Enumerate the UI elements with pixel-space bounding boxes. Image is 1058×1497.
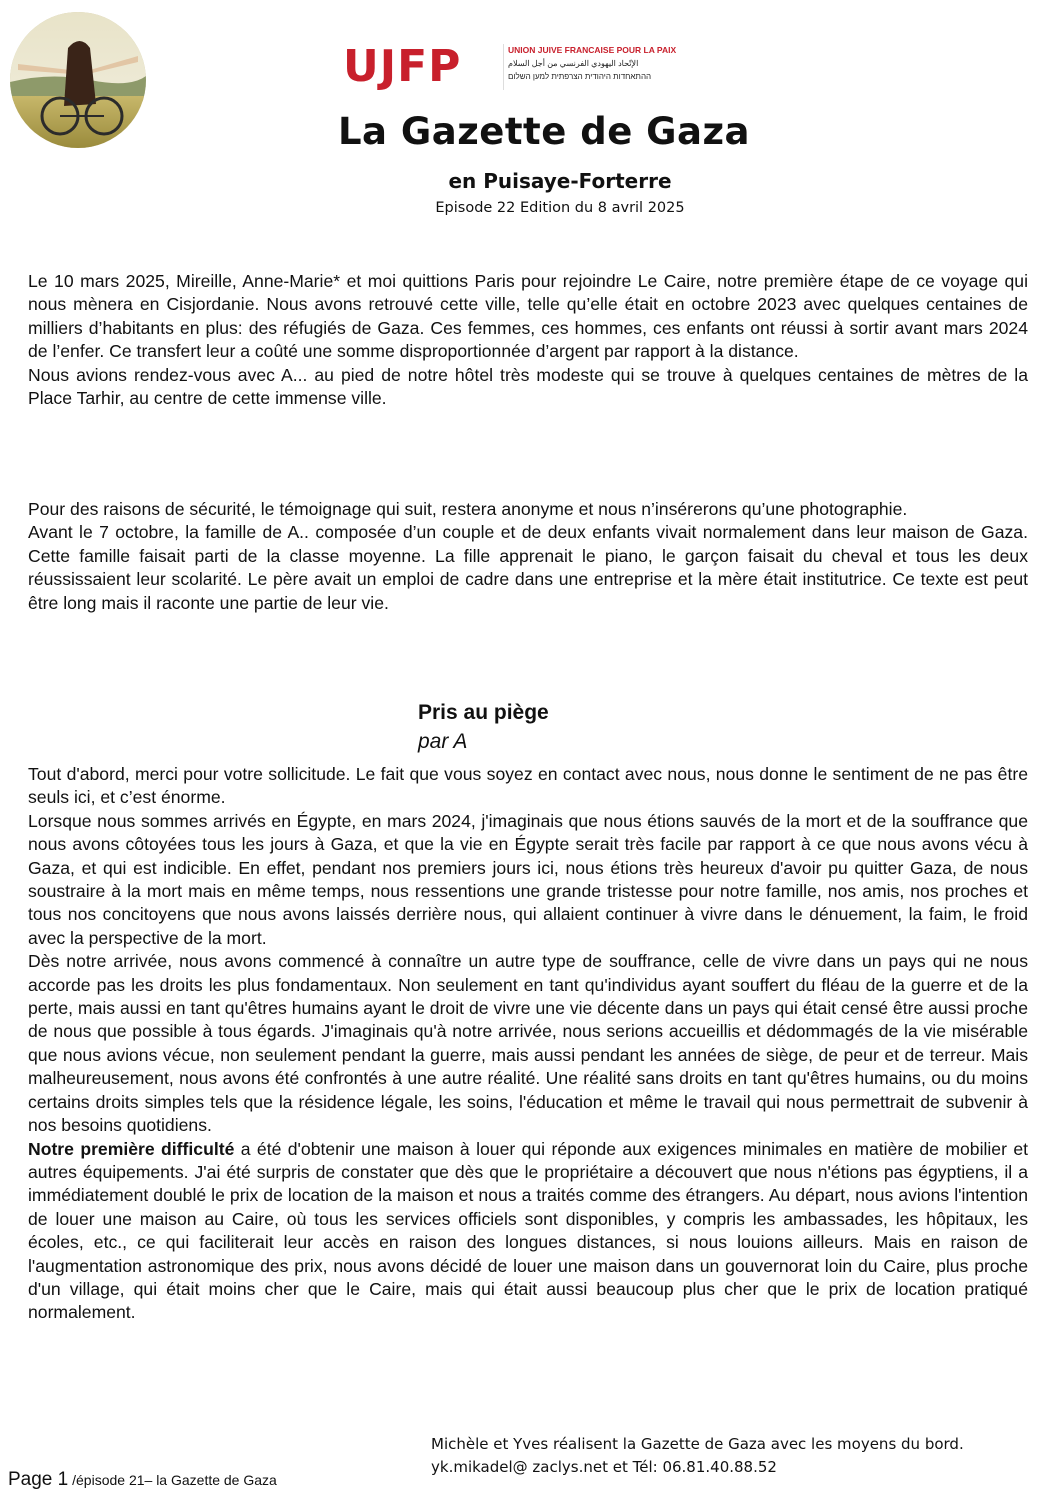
intro-paragraph: Le 10 mars 2025, Mireille, Anne-Marie* et moi quittions Paris pour rejoindre Le Caire, notre première étape de ce voyage qui nous mènera en Cisjordanie. Nous avons retrouvé cette ville, telle qu’elle était en octobre 2023 avec quelques centaines de milliers d’habitants en plus: des réfugiés de Gaza. Ces femmes, ces hommes, ces enfants ont réussi à sortir avant mars 2024 de l’enfer. Ce transfert leur a coûté une somme disproportionnée d’argent par rapport à la distance.	[28, 271, 1028, 362]
credits-line: Michèle et Yves réalisent la Gazette de Gaza avec les moyens du bord.	[431, 1435, 964, 1453]
page-number: Page 1	[8, 1469, 69, 1490]
intro-block-1	[28, 270, 1028, 410]
article-title: Pris au piège	[418, 701, 549, 724]
intro-block-2	[28, 498, 1028, 615]
article-paragraph-text: a été d'obtenir une maison à louer qui réponde aux exigences minimales en matière de mobilier et autres équipements. J'ai été surpris de constater que dès que le propriétaire a découvert que nous n'étions pas égyptiens, il a immédiatement doublé le prix de location de la maison et nous a traités comme des étrangers. Au départ, nous avions l'intention de louer une maison au Caire, où tous les services officiels sont disponibles, y compris les ambassades, les hôpitaux, les écoles, etc., ce qui faciliterait leur accès en raison des longues distances, si nous louions ailleurs. Mais en raison de l'augmentation astronomique des prix, nous avons décidé de louer une maison dans un gouvernorat loin du Caire, plus proche d'un village, qui était moins cher que le Caire, mais qui était aussi beaucoup plus cher que le prix de location pratiqué normalement.	[28, 1138, 1028, 1323]
article-paragraph	[28, 1138, 1028, 1325]
ujfp-logo-line-fr: UNION JUIVE FRANCAISE POUR LA PAIX	[508, 45, 677, 55]
contact-line: yk.mikadel@ zaclys.net et Tél: 06.81.40.88.52	[431, 1458, 777, 1476]
intro-paragraph: Avant le 7 octobre, la famille de A.. composée d’un couple et de deux enfants vivait normalement dans leur maison de Gaza. Cette famille faisait parti de la classe moyenne. La fille apprenait le piano, le garçon faisait du cheval et tous les deux réussissaient leur scolarité. Le père avait un emploi de cadre dans une entreprise et la mère était institutrice. Ce texte est peut être long mais il raconte une partie de leur vie.	[28, 522, 1028, 613]
intro-paragraph: Pour des raisons de sécurité, le témoignage qui suit, restera anonyme et nous n’insérerons qu’une photographie.	[28, 499, 908, 519]
article-author: par A	[418, 730, 468, 753]
ujfp-logo-tagline	[503, 44, 699, 90]
intro-paragraph: Nous avions rendez-vous avec A... au pied de notre hôtel très modeste qui se trouve à quelques centaines de mètres de la Place Tarhir, au centre de cette immense ville.	[28, 364, 1028, 409]
gazette-subtitle: en Puisaye-Forterre	[448, 169, 672, 193]
article-paragraph: Tout d'abord, merci pour votre sollicitude. Le fait que vous soyez en contact avec nous, nous donne le sentiment de ne pas être seuls ici, et c’est énorme.	[28, 764, 1028, 808]
ujfp-logo-line-he: ההתאחדות היהודית הצרפתית למען השלום	[508, 72, 652, 81]
article-bold-lead: Notre première difficulté	[28, 1138, 235, 1159]
article-body	[28, 763, 1028, 1325]
ujfp-logo-line-ar: الإتّحاد اليهودي الفرنسي من أجل السلام	[508, 59, 639, 68]
article-paragraph: Lorsque nous sommes arrivés en Égypte, en mars 2024, j'imaginais que nous étions sauvés de la mort et de la souffrance que nous avons côtoyées tous les jours à Gaza, et que la vie en Égypte serait très facile par rapport à ce que nous avons vécu à Gaza, et qui est indicible. En effet, pendant nos premiers jours ici, nous étions très heureux d'avoir pu quitter Gaza, de nous soustraire à la mort mais en même temps, nous ressentions une grande tristesse pour notre famille, nos amis, nos proches et tous nos concitoyens que nous avons laissés derrière nous, qui allaient continuer à vivre dans le dénuement, la faim, le froid avec la perspective de la mort.	[28, 810, 1028, 948]
page-footer	[8, 1469, 277, 1491]
credits-block	[431, 1433, 964, 1479]
page-footer-info: /épisode 21– la Gazette de Gaza	[72, 1472, 277, 1488]
edition-info: Episode 22 Edition du 8 avril 2025	[435, 200, 685, 216]
ujfp-logo	[343, 42, 698, 94]
ujfp-logo-name: UJFP	[343, 41, 462, 92]
article-paragraph: Dès notre arrivée, nous avons commencé à connaître un autre type de souffrance, celle de vivre dans un pays qui ne nous accorde pas les droits les plus fondamentaux. Non seulement en tant qu'individus ayant souffert du fléau de la guerre et de la perte, mais aussi en tant qu'êtres humains ayant le droit de vivre une vie décente dans un pays qui était censé être aussi proche de nous que possible à tous égards. J'imaginais qu'à notre arrivée, nous serions accueillis et dédommagés de la vie misérable que nous avions vécue, non seulement pendant la guerre, mais aussi pendant les années de siège, de peur et de terreur. Mais malheureusement, nous avons été confrontés à une autre réalité. Une réalité sans droits en tant qu'êtres humains, ou du moins certains droits simples tels que la résidence légale, les soins, l'éducation et même le travail qui nous permettrait de subvenir à nos besoins quotidiens.	[28, 951, 1028, 1136]
gazette-title: La Gazette de Gaza	[337, 110, 751, 153]
